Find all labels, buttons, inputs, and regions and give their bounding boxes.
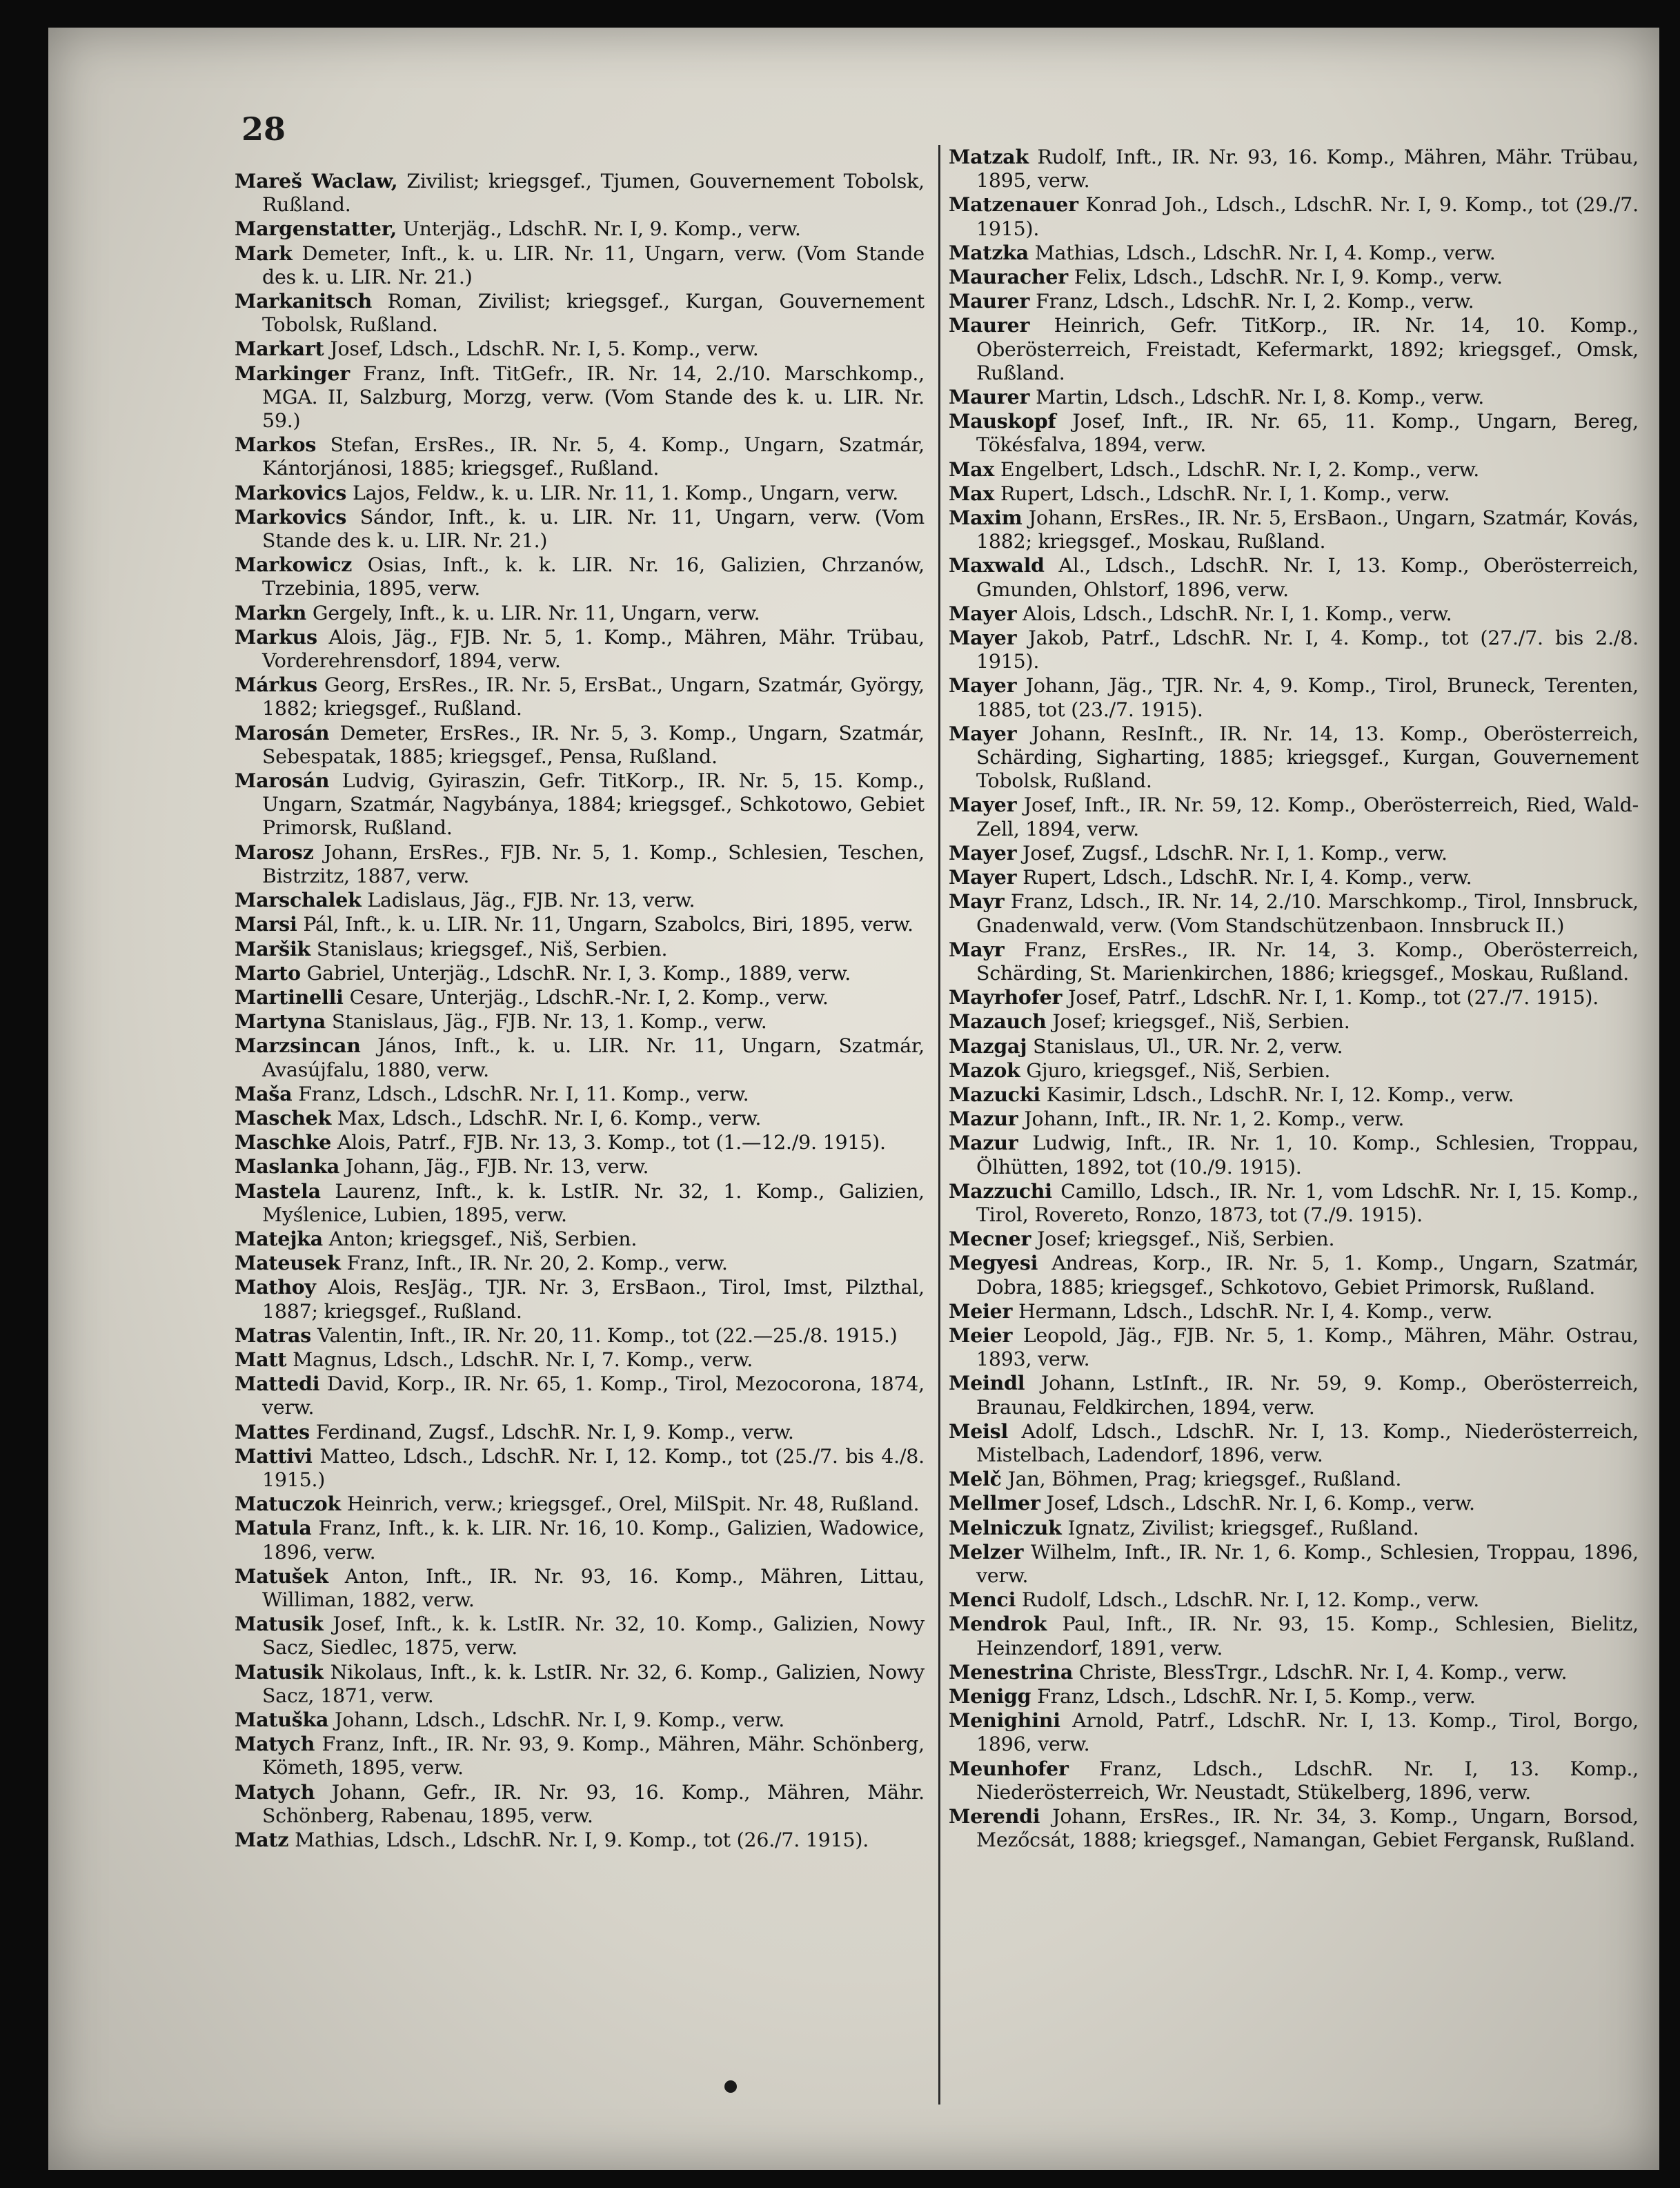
entry-surname: Mattedi bbox=[235, 1372, 320, 1396]
entry-surname: Marschalek bbox=[235, 888, 362, 912]
entry-surname: Maurer bbox=[949, 385, 1030, 409]
entry-details: Al., Ldsch., LdschR. Nr. I, 13. Komp., Oberösterreich, Gmunden, Ohlstorf, 1896, verw. bbox=[976, 554, 1639, 601]
entry-details: Matteo, Ldsch., LdschR. Nr. I, 12. Komp., tot (25./7. bis 4./8. 1915.) bbox=[262, 1444, 925, 1491]
list-entry bbox=[235, 505, 925, 553]
entry-surname: Mayr bbox=[949, 889, 1005, 914]
entry-surname: Mayr bbox=[949, 937, 1005, 961]
list-entry bbox=[949, 1107, 1639, 1131]
list-entry bbox=[235, 1444, 925, 1492]
list-entry bbox=[949, 1516, 1639, 1540]
entry-details: Franz, Inft. TitGefr., IR. Nr. 14, 2./10. Marschkomp., MGA. II, Salzburg, Morzg, verw. (Vom Stande des k. u. LIR. Nr. 59.) bbox=[262, 362, 925, 433]
list-entry bbox=[235, 1492, 925, 1516]
list-entry bbox=[949, 1058, 1639, 1083]
list-entry bbox=[949, 457, 1639, 482]
entry-surname: Mateusek bbox=[235, 1251, 341, 1275]
list-entry bbox=[949, 1083, 1639, 1107]
entry-details: Mathias, Ldsch., LdschR. Nr. I, 9. Komp., tot (26./7. 1915). bbox=[288, 1829, 869, 1852]
entry-details: Nikolaus, Inft., k. k. LstIR. Nr. 32, 6. Komp., Galizien, Nowy Sacz, 1871, verw. bbox=[262, 1660, 925, 1707]
list-entry bbox=[949, 193, 1639, 240]
entry-details: Johann, Ldsch., LdschR. Nr. I, 9. Komp., verw. bbox=[328, 1708, 785, 1731]
list-entry bbox=[235, 1323, 925, 1348]
list-entry bbox=[235, 601, 925, 625]
entry-details: Osias, Inft., k. k. LIR. Nr. 16, Galizien, Chrzanów, Trzebinia, 1895, verw. bbox=[262, 553, 925, 600]
entry-details: Johann, ErsRes., IR. Nr. 34, 3. Komp., Ungarn, Borsod, Mezőcsát, 1888; kriegsgef., Namangan, Gebiet Fergansk, Rußland. bbox=[976, 1805, 1639, 1852]
list-entry bbox=[949, 1804, 1639, 1852]
entry-surname: Matuczok bbox=[235, 1492, 341, 1516]
entry-details: Ladislaus, Jäg., FJB. Nr. 13, verw. bbox=[361, 889, 695, 912]
entry-surname: Markovics bbox=[235, 480, 347, 504]
ink-dot bbox=[724, 2080, 737, 2093]
entry-details: Felix, Ldsch., LdschR. Nr. I, 9. Komp., verw. bbox=[1067, 266, 1503, 289]
entry-surname: Mazur bbox=[949, 1107, 1018, 1131]
list-entry bbox=[949, 1371, 1639, 1419]
list-entry bbox=[949, 385, 1639, 409]
entry-surname: Matzak bbox=[949, 145, 1029, 168]
entry-details: Rudolf, Inft., IR. Nr. 93, 16. Komp., Mähren, Mähr. Trübau, 1895, verw. bbox=[976, 146, 1639, 193]
entry-details: Christe, BlessTrgr., LdschR. Nr. I, 4. Komp., verw. bbox=[1073, 1660, 1568, 1684]
entry-details: Franz, Inft., IR. Nr. 20, 2. Komp., verw. bbox=[340, 1252, 728, 1275]
entry-surname: Markanitsch bbox=[235, 289, 373, 313]
entry-details: Zivilist; kriegsgef., Tjumen, Gouvernement Tobolsk, Rußland. bbox=[262, 170, 925, 217]
entry-surname: Maschke bbox=[235, 1130, 332, 1154]
list-entry bbox=[235, 1372, 925, 1419]
list-entry bbox=[949, 313, 1639, 385]
list-entry bbox=[949, 1227, 1639, 1251]
entry-details: Jakob, Patrf., LdschR. Nr. I, 4. Komp., tot (27./7. bis 2./8. 1915). bbox=[976, 627, 1639, 673]
list-entry bbox=[949, 289, 1639, 313]
entry-surname: Maslanka bbox=[235, 1154, 340, 1179]
entry-details: Lajos, Feldw., k. u. LIR. Nr. 11, 1. Komp., Ungarn, verw. bbox=[346, 481, 899, 504]
entry-details: Josef; kriegsgef., Niš, Serbien. bbox=[1031, 1228, 1335, 1251]
entry-surname: Matula bbox=[235, 1516, 312, 1540]
entry-surname: Marosz bbox=[235, 840, 314, 864]
list-entry bbox=[235, 362, 925, 433]
entry-surname: Mazgaj bbox=[949, 1034, 1027, 1058]
list-entry bbox=[949, 1684, 1639, 1708]
list-entry bbox=[949, 1467, 1639, 1491]
entry-surname: Matz bbox=[235, 1828, 289, 1852]
list-entry bbox=[949, 1491, 1639, 1515]
entry-details: Josef, Patrf., LdschR. Nr. I, 1. Komp., tot (27./7. 1915). bbox=[1062, 986, 1599, 1009]
entry-surname: Martyna bbox=[235, 1009, 326, 1034]
entry-details: Ferdinand, Zugsf., LdschR. Nr. I, 9. Komp., verw. bbox=[309, 1420, 794, 1443]
entry-surname: Mauracher bbox=[949, 265, 1068, 289]
list-entry bbox=[949, 1419, 1639, 1467]
entry-details: Stanislaus, Jäg., FJB. Nr. 13, 1. Komp., verw. bbox=[326, 1010, 767, 1034]
list-entry bbox=[949, 673, 1639, 721]
list-entry bbox=[949, 1588, 1639, 1612]
entry-details: David, Korp., IR. Nr. 65, 1. Komp., Tirol, Mezocorona, 1874, verw. bbox=[262, 1372, 925, 1419]
list-entry bbox=[949, 626, 1639, 673]
list-entry bbox=[235, 985, 925, 1009]
entry-surname: Matych bbox=[235, 1780, 315, 1804]
entry-surname: Margenstatter, bbox=[235, 217, 397, 241]
entry-surname: Mecner bbox=[949, 1227, 1031, 1251]
entry-details: Valentin, Inft., IR. Nr. 20, 11. Komp., tot (22.—25./8. 1915.) bbox=[311, 1323, 898, 1347]
entry-surname: Mayer bbox=[949, 673, 1017, 698]
entry-surname: Mastela bbox=[235, 1179, 321, 1203]
entry-surname: Mayer bbox=[949, 865, 1017, 889]
entry-surname: Markn bbox=[235, 600, 307, 624]
list-entry bbox=[235, 337, 925, 361]
list-entry bbox=[235, 673, 925, 720]
entry-surname: Mayer bbox=[949, 793, 1017, 817]
list-entry bbox=[235, 1106, 925, 1130]
page-number: 28 bbox=[241, 110, 286, 148]
list-entry bbox=[949, 985, 1639, 1009]
entry-details: Franz, Ldsch., IR. Nr. 14, 2./10. Marschkomp., Tirol, Innsbruck, Gnadenwald, verw. (Vom Standschützenbaon. Innsbruck II.) bbox=[976, 890, 1639, 937]
list-entry bbox=[949, 145, 1639, 193]
list-entry bbox=[235, 961, 925, 985]
entry-details: Gabriel, Unterjäg., LdschR. Nr. I, 3. Komp., 1889, verw. bbox=[300, 961, 851, 985]
list-entry bbox=[949, 841, 1639, 865]
entry-details: Martin, Ldsch., LdschR. Nr. I, 8. Komp., verw. bbox=[1029, 386, 1485, 409]
list-entry bbox=[235, 912, 925, 936]
entry-details: Franz, ErsRes., IR. Nr. 14, 3. Komp., Oberösterreich, Schärding, St. Marienkirchen, 1886; kriegsgef., Moskau, Rußland. bbox=[976, 938, 1639, 985]
entry-details: Wilhelm, Inft., IR. Nr. 1, 6. Komp., Schlesien, Troppau, 1896, verw. bbox=[976, 1540, 1639, 1587]
entry-details: Unterjäg., LdschR. Nr. I, 9. Komp., verw. bbox=[397, 217, 801, 241]
entry-details: Franz, Ldsch., LdschR. Nr. I, 2. Komp., verw. bbox=[1029, 290, 1474, 313]
entry-surname: Mattes bbox=[235, 1419, 310, 1443]
entry-surname: Marosán bbox=[235, 769, 330, 793]
entry-details: Johann, Jäg., TJR. Nr. 4, 9. Komp., Tirol, Bruneck, Terenten, 1885, tot (23./7. 1915). bbox=[976, 674, 1639, 721]
entry-details: Johann, Jäg., FJB. Nr. 13, verw. bbox=[339, 1155, 649, 1179]
entry-surname: Menci bbox=[949, 1588, 1016, 1612]
entry-surname: Maxim bbox=[949, 506, 1022, 530]
list-entry bbox=[235, 840, 925, 888]
entry-surname: Melzer bbox=[949, 1539, 1024, 1564]
entry-surname: Mareš Waclaw, bbox=[235, 169, 398, 193]
entry-surname: Mathoy bbox=[235, 1275, 316, 1299]
list-entry bbox=[235, 937, 925, 961]
entry-details: Hermann, Ldsch., LdschR. Nr. I, 4. Komp., verw. bbox=[1012, 1299, 1493, 1323]
entry-surname: Melč bbox=[949, 1467, 1002, 1491]
entry-details: Demeter, Inft., k. u. LIR. Nr. 11, Ungarn, verw. (Vom Stande des k. u. LIR. Nr. 21.) bbox=[262, 242, 925, 288]
list-entry bbox=[235, 625, 925, 673]
entry-details: Gjuro, kriegsgef., Niš, Serbien. bbox=[1020, 1058, 1331, 1082]
entry-surname: Max bbox=[949, 481, 995, 505]
entry-surname: Menestrina bbox=[949, 1659, 1074, 1684]
entry-surname: Márkus bbox=[235, 673, 317, 697]
entry-details: Magnus, Ldsch., LdschR. Nr. I, 7. Komp., verw. bbox=[286, 1348, 753, 1371]
entry-details: Johann, LstInft., IR. Nr. 59, 9. Komp., Oberösterreich, Braunau, Feldkirchen, 1894, verw. bbox=[976, 1372, 1639, 1419]
entry-details: Stanislaus, Ul., UR. Nr. 2, verw. bbox=[1027, 1034, 1343, 1058]
entry-details: Leopold, Jäg., FJB. Nr. 5, 1. Komp., Mähren, Mähr. Ostrau, 1893, verw. bbox=[976, 1323, 1639, 1371]
entry-details: Josef, Zugsf., LdschR. Nr. I, 1. Komp., verw. bbox=[1016, 841, 1447, 865]
entry-surname: Mattivi bbox=[235, 1443, 313, 1468]
list-entry bbox=[235, 1082, 925, 1106]
entry-details: Demeter, ErsRes., IR. Nr. 5, 3. Komp., Ungarn, Szatmár, Sebespatak, 1885; kriegsgef., Pensa, Rußland. bbox=[262, 721, 925, 768]
entry-surname: Marosán bbox=[235, 720, 330, 745]
entry-surname: Maršik bbox=[235, 936, 311, 960]
entry-surname: Meisl bbox=[949, 1419, 1009, 1443]
left-column bbox=[235, 169, 925, 1852]
entry-details: Josef, Inft., IR. Nr. 65, 11. Komp., Ungarn, Bereg, Tökésfalva, 1894, verw. bbox=[976, 410, 1639, 457]
list-entry bbox=[949, 865, 1639, 889]
entry-surname: Meier bbox=[949, 1323, 1013, 1347]
list-entry bbox=[235, 553, 925, 600]
list-entry bbox=[949, 1179, 1639, 1227]
entry-surname: Markus bbox=[235, 624, 317, 649]
entry-details: Kasimir, Ldsch., LdschR. Nr. I, 12. Komp., verw. bbox=[1040, 1083, 1514, 1106]
entry-details: Rupert, Ldsch., LdschR. Nr. I, 1. Komp., verw. bbox=[994, 482, 1450, 505]
entry-surname: Markos bbox=[235, 433, 317, 457]
list-entry bbox=[235, 1828, 925, 1852]
entry-surname: Matusik bbox=[235, 1612, 324, 1636]
list-entry bbox=[235, 169, 925, 217]
entry-details: Stefan, ErsRes., IR. Nr. 5, 4. Komp., Ungarn, Szatmár, Kántorjánosi, 1885; kriegsgef., Rußland. bbox=[262, 433, 925, 480]
entry-details: Ludwig, Inft., IR. Nr. 1, 10. Komp., Schlesien, Troppau, Ölhütten, 1892, tot (10./9. 1915). bbox=[976, 1132, 1639, 1179]
list-entry bbox=[949, 938, 1639, 985]
entry-surname: Mayer bbox=[949, 601, 1017, 625]
entry-surname: Matzka bbox=[949, 240, 1029, 264]
list-entry bbox=[949, 265, 1639, 289]
scanned-page bbox=[48, 28, 1659, 2170]
list-entry bbox=[235, 769, 925, 840]
entry-details: Max, Ldsch., LdschR. Nr. I, 6. Komp., verw. bbox=[331, 1106, 762, 1130]
list-entry bbox=[235, 1660, 925, 1708]
entry-surname: Markinger bbox=[235, 361, 350, 385]
entry-surname: Mazur bbox=[949, 1131, 1018, 1155]
list-entry bbox=[949, 1660, 1639, 1684]
list-entry bbox=[949, 409, 1639, 457]
entry-details: Mathias, Ldsch., LdschR. Nr. I, 4. Komp., verw. bbox=[1028, 241, 1496, 264]
entry-surname: Mazok bbox=[949, 1058, 1020, 1082]
list-entry bbox=[235, 1154, 925, 1179]
list-entry bbox=[235, 721, 925, 769]
entry-surname: Mayer bbox=[949, 721, 1017, 745]
list-entry bbox=[949, 793, 1639, 840]
entry-details: Rudolf, Ldsch., LdschR. Nr. I, 12. Komp., verw. bbox=[1016, 1588, 1480, 1612]
list-entry bbox=[235, 433, 925, 480]
entry-details: Jan, Böhmen, Prag; kriegsgef., Rußland. bbox=[1001, 1468, 1402, 1491]
entry-surname: Max bbox=[949, 457, 995, 481]
list-entry bbox=[949, 602, 1639, 626]
entry-details: Ludvig, Gyiraszin, Gefr. TitKorp., IR. Nr. 5, 15. Komp., Ungarn, Szatmár, Nagybánya, 1884; kriegsgef., Schkotowo, Gebiet Primorsk, Rußland. bbox=[262, 769, 925, 840]
entry-surname: Mellmer bbox=[949, 1491, 1040, 1515]
list-entry bbox=[949, 1299, 1639, 1323]
entry-details: Heinrich, Gefr. TitKorp., IR. Nr. 14, 10. Komp., Oberösterreich, Freistadt, Kefermarkt, 1892; kriegsgef., Omsk, Rußland. bbox=[976, 314, 1639, 384]
column-divider bbox=[938, 145, 940, 2105]
list-entry bbox=[235, 481, 925, 505]
list-entry bbox=[235, 1612, 925, 1659]
entry-surname: Merendi bbox=[949, 1804, 1040, 1829]
entry-details: Josef, Inft., IR. Nr. 59, 12. Komp., Oberösterreich, Ried, Wald-Zell, 1894, verw. bbox=[976, 794, 1639, 840]
entry-details: Arnold, Patrf., LdschR. Nr. I, 13. Komp., Tirol, Borgo, 1896, verw. bbox=[976, 1709, 1639, 1756]
entry-details: Andreas, Korp., IR. Nr. 5, 1. Komp., Ungarn, Szatmár, Dobra, 1885; kriegsgef., Schkotovo, Gebiet Primorsk, Rußland. bbox=[976, 1252, 1639, 1299]
entry-details: Laurenz, Inft., k. k. LstIR. Nr. 32, 1. Komp., Galizien, Myślenice, Lubien, 1895, verw. bbox=[262, 1179, 925, 1226]
entry-details: Johann, ErsRes., FJB. Nr. 5, 1. Komp., Schlesien, Teschen, Bistrzitz, 1887, verw. bbox=[262, 840, 925, 887]
entry-details: Josef, Inft., k. k. LstIR. Nr. 32, 10. Komp., Galizien, Nowy Sacz, Siedlec, 1875, verw. bbox=[262, 1613, 925, 1659]
list-entry bbox=[949, 1251, 1639, 1299]
entry-details: Heinrich, verw.; kriegsgef., Orel, MilSpit. Nr. 48, Rußland. bbox=[341, 1492, 920, 1516]
entry-surname: Maschek bbox=[235, 1105, 332, 1130]
entry-details: Johann, ResInft., IR. Nr. 14, 13. Komp., Oberösterreich, Schärding, Sigharting, 1885; kriegsgef., Kurgan, Gouvernement Tobolsk, Rußland. bbox=[976, 722, 1639, 793]
entry-surname: Matusik bbox=[235, 1659, 324, 1684]
entry-surname: Mazzuchi bbox=[949, 1179, 1052, 1203]
entry-surname: Maxwald bbox=[949, 553, 1045, 578]
entry-surname: Melniczuk bbox=[949, 1515, 1062, 1539]
entry-details: Franz, Ldsch., LdschR. Nr. I, 11. Komp., verw. bbox=[292, 1082, 749, 1105]
entry-details: Johann, ErsRes., IR. Nr. 5, ErsBaon., Ungarn, Szatmár, Kovás, 1882; kriegsgef., Moskau, Rußland. bbox=[976, 506, 1639, 553]
entry-details: Franz, Inft., k. k. LIR. Nr. 16, 10. Komp., Galizien, Wadowice, 1896, verw. bbox=[262, 1517, 925, 1564]
entry-surname: Maša bbox=[235, 1081, 293, 1105]
list-entry bbox=[235, 888, 925, 912]
entry-details: Stanislaus; kriegsgef., Niš, Serbien. bbox=[310, 937, 668, 960]
entry-surname: Mauskopf bbox=[949, 409, 1056, 433]
entry-details: Alois, Jäg., FJB. Nr. 5, 1. Komp., Mähren, Mähr. Trübau, Vorderehrensdorf, 1894, verw. bbox=[262, 625, 925, 673]
entry-surname: Matt bbox=[235, 1347, 287, 1371]
entry-details: Josef, Ldsch., LdschR. Nr. I, 5. Komp., verw. bbox=[324, 337, 759, 361]
entry-details: Konrad Joh., Ldsch., LdschR. Nr. I, 9. Komp., tot (29./7. 1915). bbox=[976, 193, 1639, 240]
entry-surname: Meunhofer bbox=[949, 1756, 1069, 1780]
entry-details: Anton, Inft., IR. Nr. 93, 16. Komp., Mähren, Littau, Williman, 1882, verw. bbox=[262, 1564, 925, 1611]
entry-details: Adolf, Ldsch., LdschR. Nr. I, 13. Komp., Niederösterreich, Mistelbach, Ladendorf, 1896, verw. bbox=[976, 1419, 1639, 1466]
list-entry bbox=[235, 1034, 925, 1081]
list-entry bbox=[235, 1516, 925, 1564]
entry-surname: Matras bbox=[235, 1323, 312, 1347]
list-entry bbox=[949, 241, 1639, 265]
entry-details: Ignatz, Zivilist; kriegsgef., Rußland. bbox=[1061, 1516, 1419, 1539]
list-entry bbox=[235, 217, 925, 241]
list-entry bbox=[235, 289, 925, 337]
entry-details: Anton; kriegsgef., Niš, Serbien. bbox=[322, 1227, 638, 1250]
entry-details: Georg, ErsRes., IR. Nr. 5, ErsBat., Ungarn, Szatmár, György, 1882; kriegsgef., Rußland. bbox=[262, 673, 925, 720]
list-entry bbox=[235, 1275, 925, 1323]
entry-surname: Maurer bbox=[949, 313, 1030, 337]
entry-surname: Markovics bbox=[235, 504, 347, 529]
entry-surname: Markart bbox=[235, 337, 324, 361]
list-entry bbox=[235, 1420, 925, 1444]
entry-details: Gergely, Inft., k. u. LIR. Nr. 11, Ungarn, verw. bbox=[306, 601, 760, 624]
list-entry bbox=[949, 1612, 1639, 1659]
entry-surname: Martinelli bbox=[235, 985, 344, 1009]
entry-details: Paul, Inft., IR. Nr. 93, 15. Komp., Schlesien, Bielitz, Heinzendorf, 1891, verw. bbox=[976, 1613, 1639, 1659]
entry-details: Roman, Zivilist; kriegsgef., Kurgan, Gouvernement Tobolsk, Rußland. bbox=[262, 290, 925, 337]
entry-details: Josef; kriegsgef., Niš, Serbien. bbox=[1046, 1010, 1350, 1034]
entry-surname: Menighini bbox=[949, 1708, 1060, 1733]
entry-details: Alois, Patrf., FJB. Nr. 13, 3. Komp., tot (1.—12./9. 1915). bbox=[331, 1131, 886, 1154]
list-entry bbox=[949, 722, 1639, 794]
list-entry bbox=[949, 1708, 1639, 1756]
right-column bbox=[949, 145, 1639, 1852]
list-entry bbox=[235, 1009, 925, 1034]
entry-surname: Matušek bbox=[235, 1564, 328, 1588]
entry-surname: Meier bbox=[949, 1299, 1013, 1323]
entry-surname: Markowicz bbox=[235, 553, 353, 577]
entry-surname: Mayer bbox=[949, 626, 1017, 650]
entry-details: Johann, Inft., IR. Nr. 1, 2. Komp., verw. bbox=[1018, 1107, 1405, 1131]
entry-surname: Mark bbox=[235, 241, 293, 265]
entry-surname: Mayer bbox=[949, 840, 1017, 865]
entry-details: Camillo, Ldsch., IR. Nr. 1, vom LdschR. Nr. I, 15. Komp., Tirol, Rovereto, Ronzo, 1873, tot (7./9. 1915). bbox=[976, 1179, 1639, 1226]
entry-surname: Megyesi bbox=[949, 1251, 1038, 1275]
list-entry bbox=[949, 1131, 1639, 1179]
entry-details: János, Inft., k. u. LIR. Nr. 11, Ungarn, Szatmár, Avasújfalu, 1880, verw. bbox=[262, 1034, 925, 1081]
entry-surname: Menigg bbox=[949, 1684, 1031, 1708]
list-entry bbox=[235, 1708, 925, 1732]
entry-details: Rupert, Ldsch., LdschR. Nr. I, 4. Komp., verw. bbox=[1016, 866, 1472, 889]
entry-surname: Matuška bbox=[235, 1708, 329, 1731]
list-entry bbox=[949, 482, 1639, 506]
list-entry bbox=[235, 242, 925, 289]
list-entry bbox=[235, 1780, 925, 1828]
list-entry bbox=[949, 1009, 1639, 1034]
entry-surname: Matejka bbox=[235, 1226, 323, 1250]
entry-details: Alois, Ldsch., LdschR. Nr. I, 1. Komp., verw. bbox=[1016, 602, 1452, 625]
list-entry bbox=[235, 1179, 925, 1227]
list-entry bbox=[235, 1732, 925, 1780]
entry-details: Johann, Gefr., IR. Nr. 93, 16. Komp., Mähren, Mähr. Schönberg, Rabenau, 1895, verw. bbox=[262, 1780, 925, 1827]
list-entry bbox=[949, 553, 1639, 601]
entry-surname: Marsi bbox=[235, 912, 297, 936]
entry-surname: Maurer bbox=[949, 289, 1030, 313]
entry-details: Franz, Inft., IR. Nr. 93, 9. Komp., Mähren, Mähr. Schönberg, Kömeth, 1895, verw. bbox=[262, 1733, 925, 1780]
list-entry bbox=[949, 1034, 1639, 1058]
list-entry bbox=[949, 1757, 1639, 1804]
entry-details: Alois, ResJäg., TJR. Nr. 3, ErsBaon., Tirol, Imst, Pilzthal, 1887; kriegsgef., Rußland. bbox=[262, 1276, 925, 1323]
entry-surname: Mendrok bbox=[949, 1612, 1047, 1636]
list-entry bbox=[235, 1227, 925, 1251]
entry-details: Cesare, Unterjäg., LdschR.-Nr. I, 2. Komp., verw. bbox=[343, 985, 829, 1009]
list-entry bbox=[235, 1130, 925, 1154]
entry-surname: Matzenauer bbox=[949, 193, 1078, 217]
entry-details: Franz, Ldsch., LdschR. Nr. I, 5. Komp., verw. bbox=[1031, 1685, 1476, 1708]
entry-details: Pál, Inft., k. u. LIR. Nr. 11, Ungarn, Szabolcs, Biri, 1895, verw. bbox=[297, 913, 913, 936]
entry-surname: Marto bbox=[235, 960, 301, 985]
entry-surname: Mazauch bbox=[949, 1009, 1047, 1034]
entry-surname: Meindl bbox=[949, 1371, 1025, 1395]
list-entry bbox=[949, 1540, 1639, 1588]
list-entry bbox=[235, 1564, 925, 1612]
entry-surname: Mazucki bbox=[949, 1082, 1040, 1106]
list-entry bbox=[235, 1348, 925, 1372]
entry-details: Sándor, Inft., k. u. LIR. Nr. 11, Ungarn, verw. (Vom Stande des k. u. LIR. Nr. 21.) bbox=[262, 505, 925, 553]
entry-details: Franz, Ldsch., LdschR. Nr. I, 13. Komp., Niederösterreich, Wr. Neustadt, Stükelberg, 1896, verw. bbox=[976, 1757, 1639, 1804]
entry-surname: Mayrhofer bbox=[949, 985, 1063, 1009]
entry-surname: Marzsincan bbox=[235, 1034, 361, 1058]
list-entry bbox=[949, 506, 1639, 553]
list-entry bbox=[235, 1251, 925, 1275]
entry-surname: Matych bbox=[235, 1732, 315, 1756]
entry-details: Josef, Ldsch., LdschR. Nr. I, 6. Komp., verw. bbox=[1040, 1492, 1475, 1515]
entry-details: Engelbert, Ldsch., LdschR. Nr. I, 2. Komp., verw. bbox=[994, 457, 1480, 481]
list-entry bbox=[949, 889, 1639, 937]
list-entry bbox=[949, 1323, 1639, 1371]
